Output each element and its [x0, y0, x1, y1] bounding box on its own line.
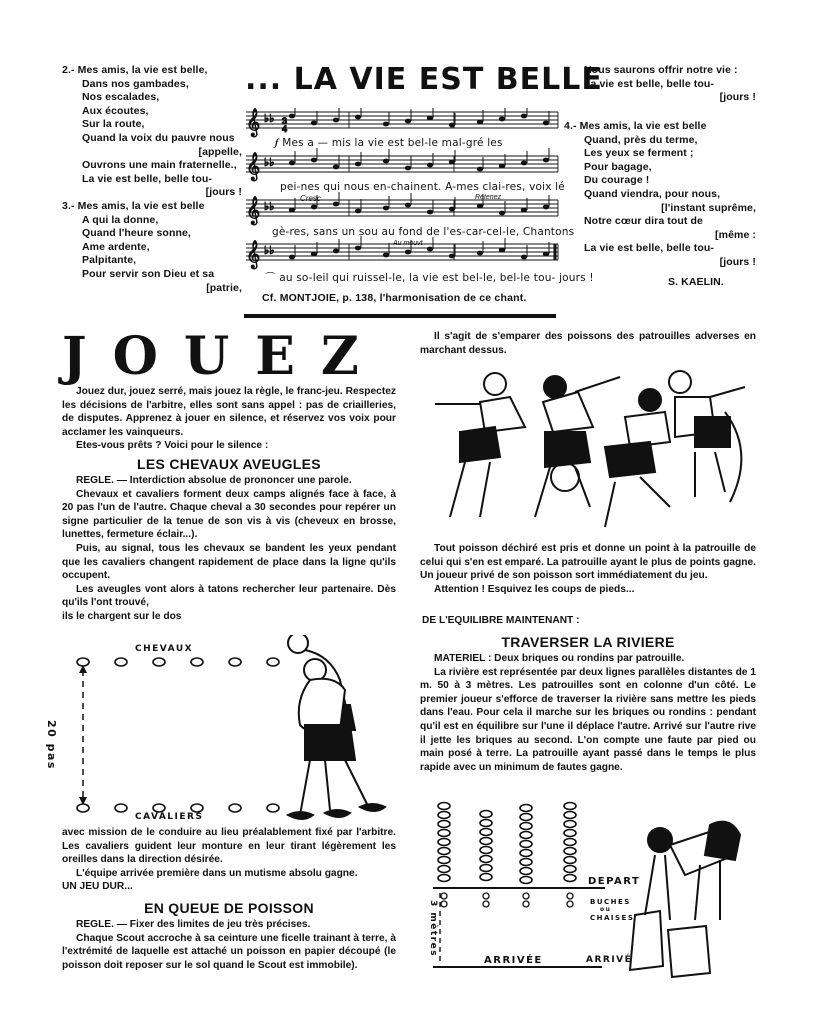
- note-head: [521, 114, 527, 119]
- scout-carrying-illustration: [288, 635, 385, 819]
- patrol-columns: [438, 803, 576, 908]
- verse-line: Pour bagage,: [584, 160, 652, 173]
- player-marker: [480, 811, 492, 818]
- verse-line: Ouvrons une main fraternelle.,: [82, 159, 237, 172]
- chevaux-para: L'équipe arrivée première dans un mutisme absolu gagne.: [76, 867, 358, 879]
- player-marker: [520, 823, 532, 830]
- riviere-text: [420, 652, 756, 774]
- treble-clef: 𝄞: [246, 152, 261, 180]
- player-marker: [480, 874, 492, 881]
- chevaux-text-end: [62, 826, 396, 894]
- verse-line: A qui la donne,: [82, 213, 159, 226]
- chevaux-para: Les aveugles vont alors à tatons rechercher leur partenaire. Dès qu'ils l'ont trouvé,: [62, 583, 396, 609]
- verse-4: [564, 120, 756, 270]
- chevaux-label: CHEVAUX: [135, 644, 194, 654]
- chaises-label: CHAISES: [590, 914, 635, 922]
- chevaux-para: ils le chargent sur le dos: [62, 610, 182, 622]
- note-head: [289, 161, 295, 166]
- poisson-para: Tout poisson déchiré est pris et donne un point à la patrouille de celui qui s'en est emparé. La patrouille ayant le plus de points gagne. Un joueur privé de son poisson sort immédiatement du jeu.: [420, 543, 756, 582]
- verse-line: Mes amis, la vie est belle: [579, 120, 707, 132]
- riviere-material: MATERIEL : Deux briques ou rondins par patrouille.: [434, 653, 685, 664]
- intro-question: Etes-vous prêts ? Voici pour le silence :: [76, 440, 269, 452]
- poisson-para: Il s'agit de s'emparer des poissons des patrouilles adverses en marchant dessus.: [420, 331, 756, 356]
- jouez-title: JOUEZ: [62, 326, 385, 387]
- player-marker: [438, 866, 450, 873]
- note-head: [477, 120, 483, 125]
- song-title: ... LA VIE EST BELLE: [245, 62, 603, 97]
- poisson-text-cont: [420, 330, 756, 357]
- verse-line: La vie est belle, belle tou-: [82, 172, 213, 185]
- note-head: [543, 252, 549, 257]
- verse-number: 3.-: [62, 200, 75, 212]
- note-head: [405, 119, 411, 124]
- note-head: [383, 122, 389, 127]
- note-head: [427, 210, 433, 215]
- verse-line: Les yeux se ferment ;: [584, 147, 694, 160]
- intro-paragraph: Jouez dur, jouez serré, mais jouez la règle, le franc-jeu. Respectez les décisions de l'arbitre, elles sont sans appel : pas de criailleries, de disputes. Apprenez à jouer en silence, et réservez vos voix pour acclamer les vainqueurs.: [62, 386, 396, 438]
- distance-label: 3 mètres: [428, 900, 438, 958]
- note-head: [449, 207, 455, 212]
- poisson-warning: Attention ! Esquivez les coups de pieds...: [434, 583, 635, 595]
- lyric-line-4: ⌒ au so-leil qui ruissel-le, la vie est bel-le, bel-le tou- jours !: [265, 272, 594, 284]
- verse-2: [62, 64, 242, 200]
- note-head: [405, 250, 411, 255]
- chevaux-diagram: [60, 635, 400, 825]
- verse-line: Sur la route,: [82, 118, 145, 131]
- player-marker: [438, 848, 450, 855]
- player-marker: [520, 841, 532, 848]
- music-score: [244, 108, 562, 288]
- verse-line: Ame ardente,: [82, 240, 150, 253]
- note-head: [355, 209, 361, 214]
- verse-line: Nos escalades,: [82, 91, 160, 104]
- chevaux-rule: REGLE. — Interdiction absolue de prononcer une parole.: [76, 475, 352, 486]
- note-head: [543, 205, 549, 210]
- brick-marker: [567, 901, 573, 907]
- poisson-illustration: [425, 362, 755, 537]
- verse-line: Quand l'heure sonne,: [82, 227, 191, 240]
- depart-label: DEPART: [588, 876, 641, 887]
- player-marker: [564, 875, 576, 882]
- buches-label: BUCHES: [590, 898, 631, 906]
- brick-marker: [441, 893, 447, 899]
- note-head: [521, 255, 527, 260]
- verse-line: Mes amis, la vie est belle,: [77, 64, 208, 76]
- player-marker: [564, 839, 576, 846]
- brick-marker: [523, 901, 529, 907]
- note-head: [449, 160, 455, 165]
- riviere-lead: DE L'EQUILIBRE MAINTENANT :: [422, 615, 580, 626]
- verse-continuation: [même :: [715, 228, 756, 241]
- horse-marker: [229, 658, 241, 666]
- verse-line: Palpitante,: [82, 254, 137, 267]
- player-marker: [564, 866, 576, 873]
- flat-sign: ♭♭: [264, 245, 275, 257]
- player-marker: [564, 830, 576, 837]
- player-marker: [480, 829, 492, 836]
- dynamic-retenez: Retenez: [475, 194, 502, 201]
- note-head: [383, 159, 389, 164]
- note-head: [543, 158, 549, 163]
- player-marker: [438, 803, 450, 810]
- verse-line: Quand, près du terme,: [584, 133, 698, 146]
- player-marker: [520, 859, 532, 866]
- poisson-heading: EN QUEUE DE POISSON: [144, 900, 314, 916]
- verse-line: Quand viendra, pour nous,: [584, 187, 721, 200]
- player-marker: [480, 838, 492, 845]
- note-head: [499, 248, 505, 253]
- treble-clef: 𝄞: [246, 108, 261, 136]
- verse-continuation: [jours !: [719, 91, 756, 104]
- note-head: [311, 252, 317, 257]
- player-marker: [480, 865, 492, 872]
- treble-clef: 𝄞: [246, 240, 261, 268]
- position-markers: [77, 658, 279, 812]
- verse-line: Quand la voix du pauvre nous: [82, 131, 235, 144]
- note-head: [289, 114, 295, 119]
- note-head: [499, 164, 505, 169]
- note-head: [449, 123, 455, 128]
- verse-line: Pour servir son Dieu et sa: [82, 267, 215, 280]
- verse-number: 4.-: [564, 120, 577, 132]
- rider-marker: [229, 804, 241, 812]
- brick-marker: [523, 893, 529, 899]
- note-head: [427, 247, 433, 252]
- dynamic-au-mouvt: Au mouvt: [393, 240, 423, 247]
- player-marker: [520, 814, 532, 821]
- horse-marker: [191, 658, 203, 666]
- poisson-text: [62, 918, 396, 972]
- note-head: [311, 158, 317, 163]
- note-head: [333, 118, 339, 123]
- player-marker: [480, 856, 492, 863]
- poisson-text-end: [420, 542, 756, 596]
- player-marker: [480, 847, 492, 854]
- note-head: [405, 203, 411, 208]
- note-head: [355, 162, 361, 167]
- note-head: [499, 117, 505, 122]
- verse-continuation: [jours !: [719, 255, 756, 268]
- brick-marker: [567, 893, 573, 899]
- note-head: [355, 115, 361, 120]
- note-head: [333, 249, 339, 254]
- cavaliers-label: CAVALIERS: [135, 812, 204, 822]
- player-marker: [520, 832, 532, 839]
- verse-continuation: [appelle,: [198, 145, 242, 158]
- note-head: [477, 204, 483, 209]
- rider-marker: [153, 804, 165, 812]
- verse-line: Mes amis, la vie est belle: [77, 200, 205, 212]
- rider-marker: [267, 804, 279, 812]
- time-signature: 4: [282, 124, 288, 134]
- player-marker: [564, 848, 576, 855]
- player-marker: [438, 839, 450, 846]
- note-head: [427, 163, 433, 168]
- verse-continuation: [patrie,: [206, 281, 242, 294]
- horse-marker: [115, 658, 127, 666]
- brick-marker: [483, 893, 489, 899]
- player-marker: [438, 875, 450, 882]
- horse-marker: [267, 658, 279, 666]
- player-marker: [520, 850, 532, 857]
- scout-figure: [669, 371, 745, 502]
- note-head: [289, 208, 295, 213]
- note-head: [333, 165, 339, 170]
- scout-balancing-illustration: [630, 822, 740, 977]
- horse-marker: [153, 658, 165, 666]
- scout-figure: [605, 389, 670, 527]
- arrivee-label-2: ARRIVÉ: [586, 955, 633, 965]
- note-head: [449, 254, 455, 259]
- verse-continuation: [l'instant suprême,: [661, 201, 756, 214]
- rider-marker: [191, 804, 203, 812]
- chevaux-heading: LES CHEVAUX AVEUGLES: [137, 456, 321, 472]
- verse-line: Notre cœur dira tout de: [584, 215, 703, 228]
- note-head: [521, 161, 527, 166]
- treble-clef: 𝄞: [246, 196, 261, 224]
- player-marker: [564, 803, 576, 810]
- rider-marker: [115, 804, 127, 812]
- verse-number: 2.-: [62, 64, 75, 76]
- dynamic-cresc: Cresc: [300, 194, 321, 203]
- note-head: [289, 255, 295, 260]
- note-head: [383, 206, 389, 211]
- verse-line: Du courage !: [584, 174, 650, 187]
- note-head: [355, 246, 361, 251]
- lyric-line-3: gè-res, sans un sou au fond de l'es-car-cel-le, Chantons: [272, 226, 575, 238]
- riviere-heading: TRAVERSER LA RIVIERE: [501, 634, 675, 650]
- note-head: [521, 208, 527, 213]
- note-head: [333, 202, 339, 207]
- lyric-line-2: pei-nes qui nous en-chainent. A-mes clai-res, voix lé: [280, 181, 565, 193]
- player-marker: [480, 820, 492, 827]
- player-marker: [564, 812, 576, 819]
- verse-line: Aux écoutes,: [82, 104, 149, 117]
- player-marker: [520, 877, 532, 884]
- player-marker: [520, 868, 532, 875]
- player-marker: [438, 857, 450, 864]
- riviere-para: La rivière est représentée par deux lignes parallèles distantes de 1 m. 50 à 3 mètres. Les patrouilles sont en colonne d'un côté. Le premier joueur s'efforce de traverser la rivière sans mettre les pieds dans l'eau. Pour cela il marche sur les briques ou rondins : pendant qu'il est en équilibre sur l'une il déplace l'autre. Arrivé sur l'autre rive il jette les briques au second. L'on compte une faute par pied ou main posé à terre. La patrouille ayant passé dans le temps le plus rapide avec un minimum de fautes gagne.: [420, 666, 756, 773]
- verse-line: La vie est belle, belle tou-: [584, 77, 715, 90]
- verse-line: La vie est belle, belle tou-: [584, 242, 715, 255]
- verse-3: [62, 200, 242, 295]
- horse-marker: [77, 658, 89, 666]
- note-head: [477, 167, 483, 172]
- jouez-intro: [62, 385, 396, 453]
- chevaux-para: Chevaux et cavaliers forment deux camps alignés face à face, à 20 pas l'un de l'autre. Chaque cheval a 30 secondes pour repérer un signe particulier de la tenue de son vis à vis (cheveux en brosse, lunettes, fermeture éclair...).: [62, 488, 396, 541]
- note-head: [311, 121, 317, 126]
- poisson-para: Chaque Scout accroche à sa ceinture une ficelle trainant à terre, à l'extrémité de laquelle est attaché un poisson en papier découpé (le poisson doit reposer sur le sol quand le Scout est immobile).: [62, 932, 396, 971]
- section-divider: [244, 314, 556, 318]
- flat-sign: ♭♭: [264, 113, 275, 125]
- chevaux-closing: UN JEU DUR...: [62, 881, 133, 893]
- distance-label: 20 pas: [45, 720, 58, 770]
- player-marker: [520, 805, 532, 812]
- lyric-line-1: 𝆑 Mes a — mis la vie est bel-le mal-gré les: [275, 137, 503, 149]
- song-author: S. KAELIN.: [668, 276, 724, 288]
- flat-sign: ♭♭: [264, 201, 275, 213]
- player-marker: [564, 821, 576, 828]
- poisson-rule: REGLE. — Fixer des limites de jeu très précises.: [76, 919, 311, 930]
- verse-line: Nous saurons offrir notre vie :: [584, 64, 738, 76]
- brick-marker: [441, 901, 447, 907]
- chevaux-para: Puis, au signal, tous les chevaux se bandent les yeux pendant que les cavaliers changent rapidement de place dans la ligne qu'ils occupent.: [62, 542, 396, 582]
- chevaux-text: [62, 474, 396, 624]
- note-head: [543, 121, 549, 126]
- verse-3-end: [584, 64, 756, 105]
- note-head: [499, 211, 505, 216]
- flat-sign: ♭♭: [264, 157, 275, 169]
- verse-continuation: [jours !: [205, 186, 242, 199]
- time-signature: 3: [282, 116, 288, 126]
- note-head: [383, 253, 389, 258]
- brick-marker: [483, 901, 489, 907]
- scout-figure: [435, 373, 525, 517]
- ou-label: ou: [600, 906, 612, 913]
- rider-marker: [77, 804, 89, 812]
- arrivee-label: ARRIVÉE: [484, 955, 543, 966]
- note-head: [405, 166, 411, 171]
- chevaux-para: avec mission de le conduire au lieu préalablement fixé par l'arbitre. Les cavaliers guident leur monture en leur tirant légèrement les oreilles dans la direction désirée.: [62, 827, 396, 866]
- player-marker: [438, 821, 450, 828]
- note-head: [311, 205, 317, 210]
- note-head: [427, 116, 433, 121]
- player-marker: [438, 812, 450, 819]
- harmonisation-reference: Cf. MONTJOIE, p. 138, l'harmonisation de ce chant.: [262, 292, 527, 304]
- note-head: [477, 251, 483, 256]
- verse-line: Dans nos gambades,: [82, 77, 189, 90]
- player-marker: [438, 830, 450, 837]
- player-marker: [564, 857, 576, 864]
